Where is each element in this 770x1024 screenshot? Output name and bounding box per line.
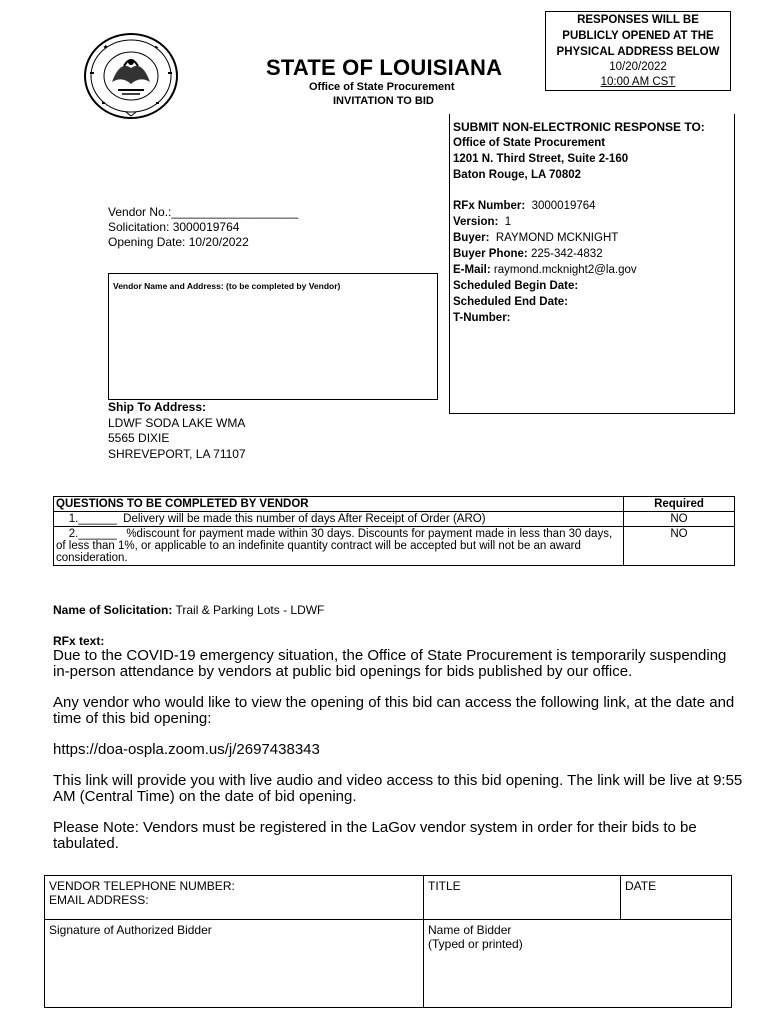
buyer-phone-value: 225-342-4832 [530,248,603,260]
submit-response-box [449,114,735,414]
solicitation-number: Solicitation: 3000019764 [108,220,240,234]
end-date-label: Scheduled End Date: [453,296,569,308]
table-row [54,527,735,566]
questions-heading: QUESTIONS TO BE COMPLETED BY VENDOR [54,497,624,512]
opening-date: 10/20/2022 [609,61,667,73]
questions-header-row [54,497,735,512]
solicitation-name-value: Trail & Parking Lots - LDWF [175,603,325,617]
bidder-name-cell[interactable] [424,920,732,1008]
vendor-phone-label: VENDOR TELEPHONE NUMBER: [49,879,235,893]
vendor-email-label: EMAIL ADDRESS: [49,893,149,907]
title-cell[interactable] [424,876,621,920]
table-row [45,876,732,920]
opening-time: 10:00 AM CST [600,76,676,88]
rfx-paragraph: Due to the COVID-19 emergency situation, the Office of State Procurement is temporarily suspending in-person attendance by vendors at public bid openings for bids published by our office. [53,647,727,680]
submit-org: Office of State Procurement [453,137,606,149]
table-row [45,920,732,1008]
email-value: raymond.mcknight2@la.gov [493,264,637,276]
buyer-row [453,230,731,246]
solicitation-name-label: Name of Solicitation: [53,603,173,617]
responses-line-1: RESPONSES WILL BE [577,14,699,26]
ship-to-line-3: SHREVEPORT, LA 71107 [108,446,246,461]
email-label: E-Mail: [453,264,491,276]
t-number-label: T-Number: [453,312,511,324]
responses-notice-box [545,11,731,91]
submit-city: Baton Rouge, LA 70802 [453,169,582,181]
ship-to-address [108,400,246,462]
question-text[interactable]: 1.______ Delivery will be made this number of days After Receipt of Order (ARO) [54,512,624,527]
buyer-phone-row [453,246,731,262]
signature-label: Signature of Authorized Bidder [49,923,212,937]
rfx-text-label: RFx text: [53,634,105,648]
zoom-link[interactable]: https://doa-ospla.zoom.us/j/2697438343 [53,741,320,758]
buyer-phone-label: Buyer Phone: [453,248,528,260]
vendor-box-label: Vendor Name and Address: (to be completed by Vendor) [113,281,341,291]
bidder-name-label: Name of Bidder [428,923,512,937]
vendor-info [108,205,298,250]
bidder-name-sub: (Typed or printed) [428,937,523,951]
rfx-paragraph: This link will provide you with live audio and video access to this bid opening. The link will be live at 9:55 AM (Central Time) on the date of bid opening. [53,772,743,805]
responses-line-2: PUBLICLY OPENED AT THE [562,30,714,42]
solicitation-name [53,603,324,617]
date-label: DATE [625,879,657,893]
responses-line-3: PHYSICAL ADDRESS BELOW [556,46,720,58]
rfx-number-label: RFx Number: [453,200,526,212]
rfx-paragraph: Please Note: Vendors must be registered in the LaGov vendor system in order for their bids to be tabulated. [53,819,697,852]
rfx-text-body [53,648,743,867]
question-required: NO [624,527,735,566]
signature-cell[interactable] [45,920,424,1008]
buyer-label: Buyer: [453,232,490,244]
table-row [54,512,735,527]
rfx-paragraph: Any vendor who would like to view the opening of this bid can access the following link, at the date and time of this bid opening: [53,694,735,727]
doc-type-subtitle: INVITATION TO BID [333,95,434,107]
version-value: 1 [504,216,512,228]
question-required: NO [624,512,735,527]
state-seal [82,32,180,120]
title-label: TITLE [428,879,461,893]
rfx-number-value: 3000019764 [531,200,596,212]
ship-to-line-1: LDWF SODA LAKE WMA [108,415,246,430]
version-label: Version: [453,216,499,228]
ship-to-line-2: 5565 DIXIE [108,431,170,445]
page-title: STATE OF LOUISIANA [266,55,503,80]
required-heading: Required [624,497,735,512]
office-subtitle: Office of State Procurement [309,81,455,93]
version-row [453,214,731,230]
opening-date-info: Opening Date: 10/20/2022 [108,235,249,249]
vendor-no: Vendor No.:___________________ [108,205,299,219]
email-row [453,262,731,278]
vendor-name-address-box[interactable] [108,273,438,400]
signature-table [44,875,732,1008]
begin-date-label: Scheduled Begin Date: [453,280,579,292]
question-text[interactable]: 2.______ %discount for payment made within 30 days. Discounts for payment made in less than 30 days, of less than 1%, or applicable to an indefinite quantity contract will be accepted but will not be an award consideration. [54,527,624,566]
submit-street: 1201 N. Third Street, Suite 2-160 [453,153,629,165]
ship-to-label: Ship To Address: [108,400,207,414]
submit-heading: SUBMIT NON-ELECTRONIC RESPONSE TO: [453,120,705,134]
buyer-value: RAYMOND MCKNIGHT [495,232,619,244]
rfx-number-row [453,198,731,214]
date-cell[interactable] [621,876,732,920]
questions-table [53,496,735,566]
vendor-contact-cell[interactable] [45,876,424,920]
